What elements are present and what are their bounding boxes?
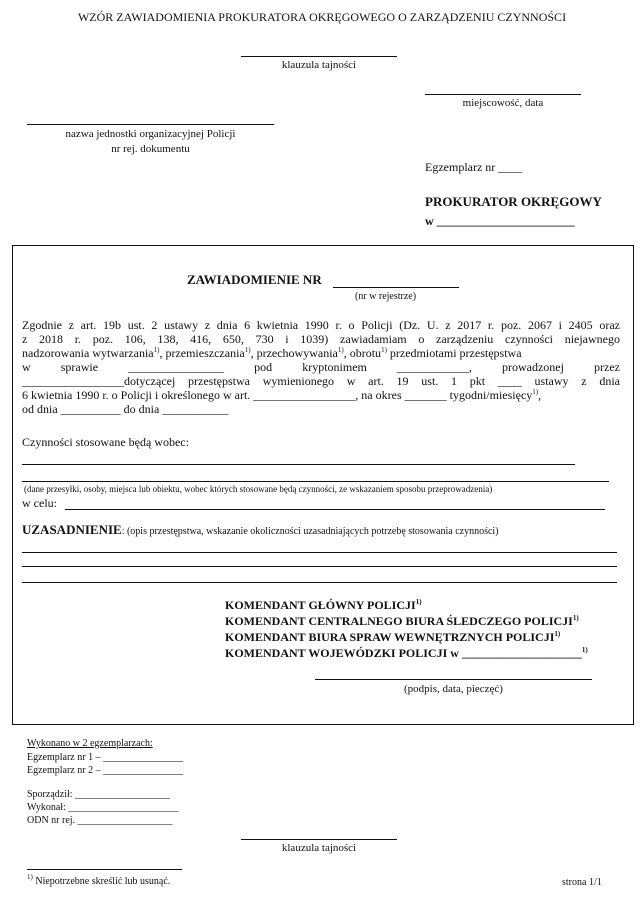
signature-line bbox=[315, 679, 592, 680]
signer-3-text: KOMENDANT BIURA SPRAW WEWNĘTRZNYCH POLICJI bbox=[225, 630, 555, 644]
justification-line-3 bbox=[22, 582, 617, 583]
signer-2 bbox=[225, 614, 579, 629]
applied-to-line-1 bbox=[22, 464, 575, 465]
signature-label: (podpis, data, pieczęć) bbox=[404, 683, 503, 695]
fn-mark: 1) bbox=[244, 346, 251, 354]
copies-done: Wykonano w 2 egzemplarzach: bbox=[27, 738, 153, 749]
para-line-3 bbox=[22, 346, 620, 361]
notice-number-line bbox=[333, 287, 459, 288]
clause-line-top bbox=[241, 56, 397, 57]
para-line-1: Zgodnie z art. 19b ust. 2 ustawy z dnia 6 kwietnia 1990 r. o Policji (Dz. U. z 2017 r. poz. 2067 i 2405 oraz bbox=[22, 318, 620, 332]
copy-number: Egzemplarz nr ____ bbox=[425, 160, 523, 174]
footnote-separator bbox=[27, 869, 182, 870]
purpose-line bbox=[65, 509, 605, 510]
place-date-label: miejscowość, data bbox=[462, 97, 544, 109]
applied-to-label: Czynności stosowane będą wobec: bbox=[22, 435, 189, 449]
reg-no-label: nr rej. dokumentu bbox=[111, 143, 190, 155]
place-date-line bbox=[425, 94, 581, 95]
para-line-7: od dnia __________ do dnia ___________ bbox=[22, 402, 229, 416]
copy-2: Egzemplarz nr 2 – ________________ bbox=[27, 765, 184, 776]
signer-1-text: KOMENDANT GŁÓWNY POLICJI bbox=[225, 598, 416, 612]
fn-mark: 1) bbox=[581, 646, 588, 654]
para-6a: 6 kwietnia 1990 r. o Policji i określonego w art. _________________, na okres _______ tygodni/miesięcy bbox=[22, 388, 533, 402]
para-line-4: w sprawie ________________ pod kryptonimem ____________, prowadzonej przez bbox=[22, 360, 620, 374]
para-line-5: _________________dotyczącej przestępstwa wymienionego w art. 19 ust. 1 pkt ____ ustawy z dnia bbox=[22, 374, 620, 388]
clause-label-top: klauzula tajności bbox=[281, 59, 357, 71]
fn-mark: 1) bbox=[415, 598, 422, 606]
copy-1: Egzemplarz nr 1 – ________________ bbox=[27, 752, 184, 763]
para-3e: przedmiotami przestępstwa bbox=[386, 346, 522, 360]
signer-1 bbox=[225, 598, 422, 613]
justification-line-2 bbox=[22, 566, 617, 567]
addressee-location: w _______________________ bbox=[425, 214, 575, 228]
fn-mark: 1) bbox=[554, 630, 561, 638]
prepared-by: Sporządził: ___________________ bbox=[27, 789, 171, 800]
fn-mark: 1) bbox=[381, 346, 387, 354]
footnote bbox=[27, 873, 171, 887]
applied-to-hint: (dane przesyłki, osoby, miejsca lub obiektu, wobec których stosowane będą czynności, ze wskazaniem sposobu przeprowadzenia) bbox=[24, 484, 493, 494]
fn-mark: 1) bbox=[153, 346, 160, 354]
signer-2-text: KOMENDANT CENTRALNEGO BIURA ŚLEDCZEGO POLICJI bbox=[225, 614, 573, 628]
footnote-text: Niepotrzebne skreślić lub usunąć. bbox=[32, 876, 171, 887]
para-3a: nadzorowania wytwarzania bbox=[22, 346, 154, 360]
fn-mark: 1) bbox=[572, 614, 579, 622]
signer-4-text: KOMENDANT WOJEWÓDZKI POLICJI w ____________________ bbox=[225, 646, 582, 660]
clause-line-bottom bbox=[241, 839, 397, 840]
para-line-6: 6 kwietnia 1990 r. o Policji i określonego w art. _________________, na okres _______ tygodni/miesięcy$^{1)}$, bbox=[22, 388, 542, 402]
justification-line-1 bbox=[22, 552, 617, 553]
fn-mark: 1) bbox=[532, 388, 539, 396]
purpose-label: w celu: bbox=[22, 496, 57, 510]
document-title: WZÓR ZAWIADOMIENIA PROKURATORA OKRĘGOWEGO O ZARZĄDZENIU CZYNNOŚCI bbox=[77, 10, 567, 24]
para-3b: , przemieszczania bbox=[159, 346, 245, 360]
unit-name-line bbox=[27, 124, 274, 125]
justification-hint: : (opis przestępstwa, wskazanie okoliczności uzasadniających potrzebę stosowania czynności) bbox=[121, 526, 499, 537]
footnote-mark: 1) bbox=[27, 873, 33, 881]
applied-to-line-2 bbox=[22, 481, 609, 482]
executed-by: Wykonał: ______________________ bbox=[27, 802, 179, 813]
para-line-2: z 2018 r. poz. 106, 138, 416, 650, 730 i 1039) zawiadamiam o zarządzeniu czynności niejawnego bbox=[22, 332, 620, 346]
clause-label-bottom: klauzula tajności bbox=[281, 842, 357, 854]
signer-3 bbox=[225, 630, 560, 645]
justification-row bbox=[22, 521, 499, 539]
signer-4 bbox=[225, 646, 588, 661]
unit-name-label: nazwa jednostki organizacyjnej Policji bbox=[65, 128, 236, 140]
para-3c: , przechowywania bbox=[250, 346, 338, 360]
register-hint: (nr w rejestrze) bbox=[355, 291, 417, 302]
addressee: PROKURATOR OKRĘGOWY bbox=[425, 194, 602, 209]
page-number: strona 1/1 bbox=[562, 877, 602, 888]
justification-label: UZASADNIENIE bbox=[22, 522, 122, 537]
fn-mark: 1) bbox=[337, 346, 344, 354]
odn-reg: ODN nr rej. ___________________ bbox=[27, 815, 173, 826]
notice-title: ZAWIADOMIENIE NR bbox=[187, 272, 322, 287]
para-3d: , obrotu bbox=[343, 346, 382, 360]
